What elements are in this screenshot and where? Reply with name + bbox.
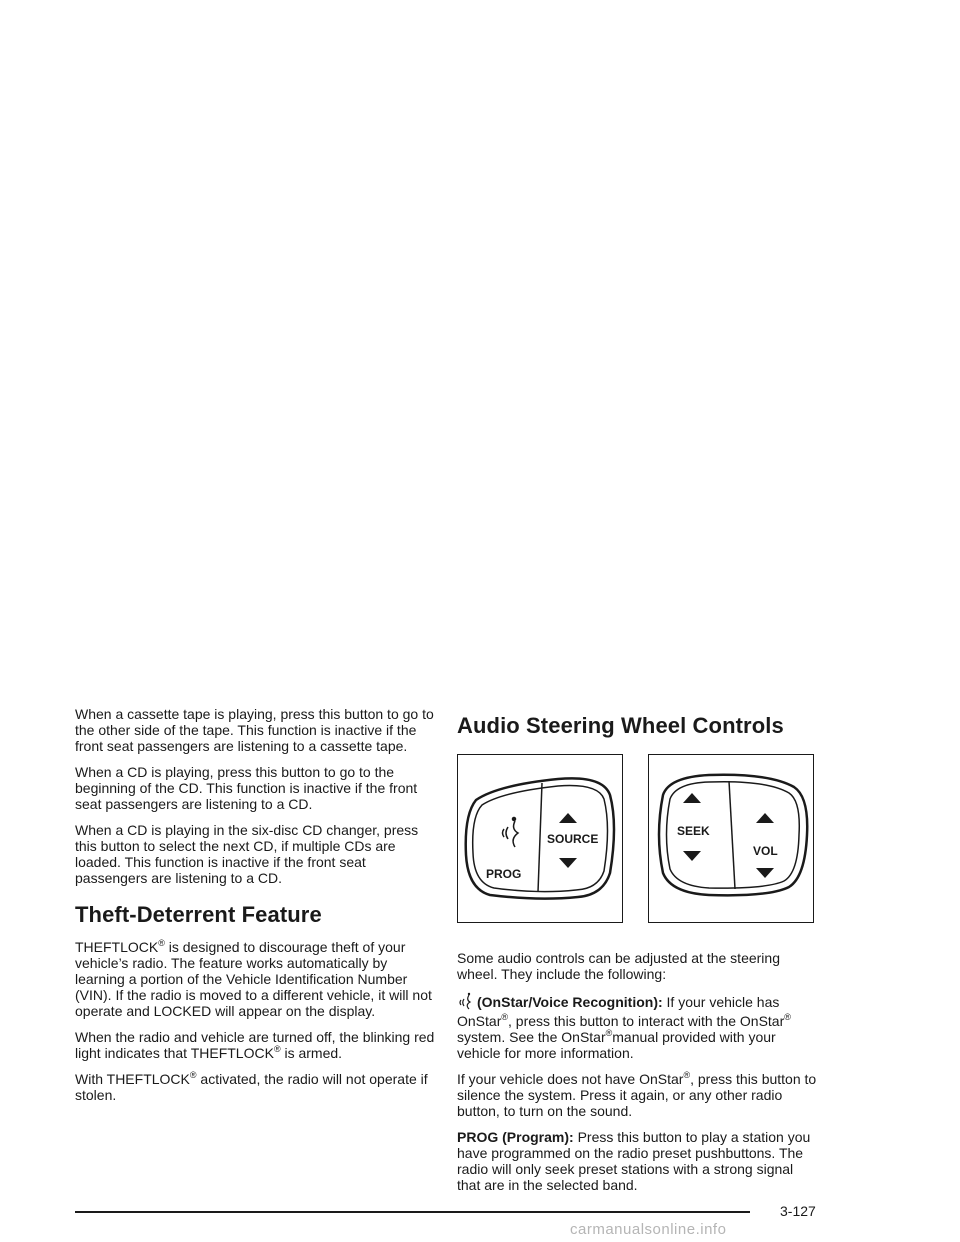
cd-changer-paragraph: When a CD is playing in the six-disc CD changer, press this button to select the next CD, if multiple CDs are loaded. This function is inactive if the front seat passengers are listening to a CD. bbox=[75, 822, 419, 886]
source-down-arrow-icon bbox=[559, 858, 577, 868]
theft-deterrent-heading: Theft-Deterrent Feature bbox=[75, 902, 322, 927]
onstar-text-b: , press this button to interact with the OnStar bbox=[508, 1013, 785, 1029]
right-column bbox=[457, 706, 819, 1203]
footer-rule bbox=[75, 1211, 750, 1213]
cd-paragraph: When a CD is playing, press this button to go to the beginning of the CD. This function is inactive if the front seat passengers are listening to a CD. bbox=[75, 764, 418, 812]
seek-down-arrow-icon bbox=[683, 851, 701, 861]
steering-controls-figures bbox=[457, 754, 819, 923]
theftlock-term: THEFTLOCK bbox=[75, 939, 159, 955]
vol-down-arrow-icon bbox=[756, 868, 774, 878]
audio-controls-intro: Some audio controls can be adjusted at the steering wheel. They include the following: bbox=[457, 950, 780, 982]
theftlock-armed-text-end: is armed. bbox=[284, 1045, 343, 1061]
watermark: carmanualsonline.info bbox=[570, 1221, 727, 1238]
registered-mark: ® bbox=[189, 1070, 197, 1080]
prog-term: PROG (Program): bbox=[457, 1129, 574, 1145]
registered-mark: ® bbox=[273, 1044, 281, 1054]
theftlock-armed-paragraph bbox=[75, 1029, 437, 1061]
left-column bbox=[75, 706, 437, 1113]
onstar-text-d: manual provided with your vehicle for more information. bbox=[457, 1029, 776, 1061]
registered-mark: ® bbox=[683, 1070, 691, 1080]
cassette-paragraph: When a cassette tape is playing, press this button to go to the other side of the tape. This function is inactive if the front seat passengers are listening to a cassette tape. bbox=[75, 706, 434, 754]
registered-mark: ® bbox=[501, 1012, 508, 1022]
vol-label: VOL bbox=[753, 844, 778, 858]
vol-up-arrow-icon bbox=[756, 813, 774, 823]
theftlock-activated-paragraph bbox=[75, 1071, 437, 1103]
no-onstar-paragraph bbox=[457, 1071, 819, 1119]
onstar-term: (OnStar/Voice Recognition): bbox=[477, 994, 663, 1010]
right-control-pad-illustration bbox=[649, 755, 815, 924]
seek-up-arrow-icon bbox=[683, 793, 701, 803]
seek-label: SEEK bbox=[677, 824, 710, 838]
no-onstar-text-a: If your vehicle does not have OnStar bbox=[457, 1071, 684, 1087]
source-label: SOURCE bbox=[547, 832, 599, 846]
prog-label: PROG bbox=[486, 867, 522, 881]
right-control-pad-figure bbox=[648, 754, 814, 923]
page-number: 3-127 bbox=[780, 1203, 816, 1219]
audio-steering-heading: Audio Steering Wheel Controls bbox=[457, 713, 784, 738]
prog-paragraph bbox=[457, 1129, 819, 1193]
theftlock-description bbox=[75, 939, 437, 1019]
theftlock-activated-text: With THEFTLOCK bbox=[75, 1071, 190, 1087]
left-control-pad-figure bbox=[457, 754, 623, 923]
no-onstar-text-b: , press this button to silence the system. Press it again, or any other radio button, to turn on the sound. bbox=[457, 1071, 817, 1119]
onstar-text-a: If your vehicle has OnStar bbox=[457, 994, 780, 1029]
onstar-text-c: system. See the OnStar bbox=[457, 1029, 606, 1045]
voice-recognition-icon bbox=[457, 992, 475, 1013]
registered-mark: ® bbox=[605, 1028, 613, 1038]
registered-mark: ® bbox=[158, 938, 165, 948]
prog-text: Press this button to play a station you have programmed on the radio preset pushbuttons. The radio will only seek preset stations with a strong signal that are in the selected band. bbox=[457, 1129, 811, 1193]
left-control-pad-illustration bbox=[458, 755, 624, 924]
theftlock-armed-text: When the radio and vehicle are turned off, the blinking red light indicates that THEFTLOCK bbox=[75, 1029, 435, 1061]
theftlock-activated-text-end: activated, the radio will not operate if stolen. bbox=[75, 1071, 428, 1103]
source-up-arrow-icon bbox=[559, 813, 577, 823]
voice-recognition-icon bbox=[503, 818, 519, 848]
onstar-paragraph bbox=[457, 992, 819, 1061]
theftlock-description-text: is designed to discourage theft of your vehicle’s radio. The feature works automatically by learning a portion of the Vehicle Identification Number (VIN). If the radio is moved to a different vehicle, it will not operate and LOCKED will appear on the display. bbox=[75, 939, 432, 1019]
registered-mark: ® bbox=[784, 1012, 791, 1022]
